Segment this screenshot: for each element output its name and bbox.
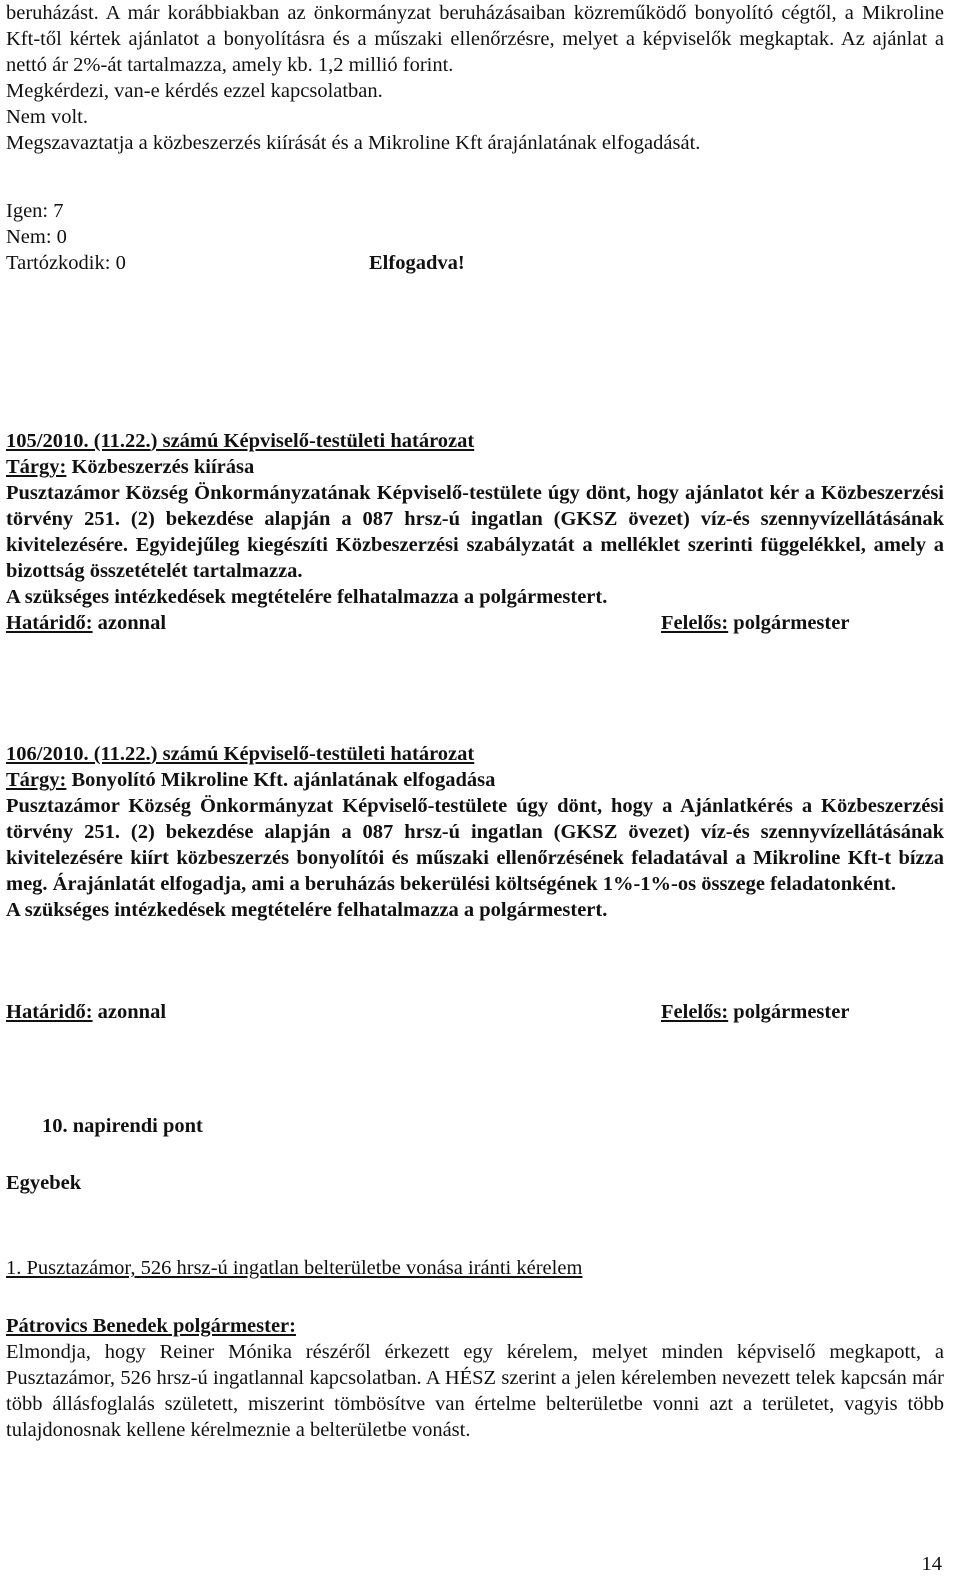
speaker-name: Pátrovics Benedek polgármester: bbox=[6, 1315, 296, 1337]
resolution-106-responsible-label: Felelős: bbox=[661, 1001, 729, 1023]
resolution-106-subject-label: Tárgy: bbox=[6, 769, 67, 791]
vote-results bbox=[6, 198, 944, 276]
resolution-106-responsible-value: polgármester bbox=[728, 1001, 850, 1023]
intro-answer: Nem volt. bbox=[6, 106, 88, 128]
resolution-106-subject bbox=[6, 767, 944, 793]
resolution-105-responsible-value: polgármester bbox=[728, 612, 850, 634]
resolution-106-number: 106/2010. (11.22. bbox=[6, 743, 151, 765]
resolution-105-deadline-label: Határidő: bbox=[6, 612, 93, 634]
resolution-105-subject-label: Tárgy: bbox=[6, 456, 67, 478]
resolution-105-number: 105/2010. (11.22. bbox=[6, 430, 151, 452]
resolution-106-deadline-value: azonnal bbox=[92, 1001, 167, 1023]
resolution-105-authorization: A szükséges intézkedések megtételére felhatalmazza a polgármestert. bbox=[6, 586, 608, 608]
speaker-block bbox=[6, 1313, 944, 1443]
resolution-106-subject-text: Bonyolító Mikroline Kft. ajánlatának elfogadása bbox=[66, 769, 496, 791]
resolution-105-subject-text: Közbeszerzés kiírása bbox=[66, 456, 255, 478]
vote-abstain-row bbox=[6, 250, 944, 276]
resolution-106-authorization: A szükséges intézkedések megtételére felhatalmazza a polgármestert. bbox=[6, 899, 608, 921]
intro-question: Megkérdezi, van-e kérdés ezzel kapcsolatban. bbox=[6, 80, 383, 102]
intro-vote-call: Megszavaztatja a közbeszerzés kiírását és a Mikroline Kft árajánlatának elfogadását. bbox=[6, 132, 701, 154]
resolution-105-deadline bbox=[6, 610, 661, 636]
resolution-105-title bbox=[6, 428, 944, 454]
vote-yes: Igen: 7 bbox=[6, 200, 64, 222]
agenda-item-heading: 1. Pusztazámor, 526 hrsz-ú ingatlan belterületbe vonása iránti kérelem bbox=[6, 1257, 583, 1279]
page-number: 14 bbox=[921, 1553, 942, 1575]
intro-paragraph: beruházást. A már korábbiakban az önkormányzat beruházásaiban közreműködő bonyolító cégtől, a Mikroline Kft-től kértek ajánlatot a bonyolításra és a műszaki ellenőrzésre, melyet a képviselők megkaptak. Az ajánlat a nettó ár 2%-át tartalmazza, amely kb. 1,2 millió forint. bbox=[6, 2, 944, 76]
vote-no: Nem: 0 bbox=[6, 226, 67, 248]
vote-result: Elfogadva! bbox=[369, 252, 465, 274]
resolution-106-deadline-label: Határidő: bbox=[6, 1001, 93, 1023]
resolution-105-responsible bbox=[661, 610, 849, 636]
agenda-title: 10. napirendi pont bbox=[42, 1115, 203, 1137]
resolution-106-responsible bbox=[661, 999, 849, 1025]
vote-abstain: Tartózkodik: 0 bbox=[6, 252, 126, 274]
agenda-subtitle: Egyebek bbox=[6, 1172, 82, 1194]
resolution-105-subject bbox=[6, 454, 944, 480]
intro-block bbox=[6, 0, 944, 156]
resolution-106-deadline-row bbox=[6, 999, 944, 1025]
resolution-106 bbox=[6, 741, 944, 923]
speaker-text: Elmondja, hogy Reiner Mónika részéről érkezett egy kérelem, melyet minden képviselő megkapott, a Pusztazámor, 526 hrsz-ú ingatlannal kapcsolatban. A HÉSZ szerint a jelen kérelemben nevezett telek kapcsán már több állásfoglalás született, miszerint tömbösítve van értelme belterületbe vonni azt a területet, vagyis több tulajdonosnak kellene kérelmeznie a belterületbe vonást. bbox=[6, 1341, 944, 1441]
resolution-106-title-suffix: ) számú Képviselő-testületi határozat bbox=[150, 743, 475, 765]
resolution-105-responsible-label: Felelős: bbox=[661, 612, 729, 634]
resolution-106-title bbox=[6, 741, 944, 767]
resolution-105-deadline-row bbox=[6, 610, 944, 636]
resolution-105-title-suffix: ) számú Képviselő-testületi határozat bbox=[150, 430, 475, 452]
resolution-106-deadline bbox=[6, 999, 661, 1025]
resolution-105 bbox=[6, 428, 944, 636]
resolution-106-body: Pusztazámor Község Önkormányzat Képviselő-testülete úgy dönt, hogy a Ajánlatkérés a Közbeszerzési törvény 251. (2) bekezdése alapján a 087 hrsz-ú ingatlan (GKSZ övezet) víz-és szennyvízellátásának kivitelezésére kiírt közbeszerzés bonyolítói és műszaki ellenőrzésének feladatával a Mikroline Kft-t bízza meg. Árajánlatát elfogadja, ami a beruházás bekerülési költségének 1%-1%-os összege feladatonként. bbox=[6, 795, 944, 895]
resolution-105-deadline-value: azonnal bbox=[92, 612, 167, 634]
resolution-105-body: Pusztazámor Község Önkormányzatának Képviselő-testülete úgy dönt, hogy ajánlatot kér a Közbeszerzési törvény 251. (2) bekezdése alapján a 087 hrsz-ú ingatlan (GKSZ övezet) víz-és szennyvízellátásának kivitelezésére. Egyidejűleg kiegészíti Közbeszerzési szabályzatát a melléklet szerinti függelékkel, amely a bizottság összetételét tartalmazza. bbox=[6, 482, 944, 582]
